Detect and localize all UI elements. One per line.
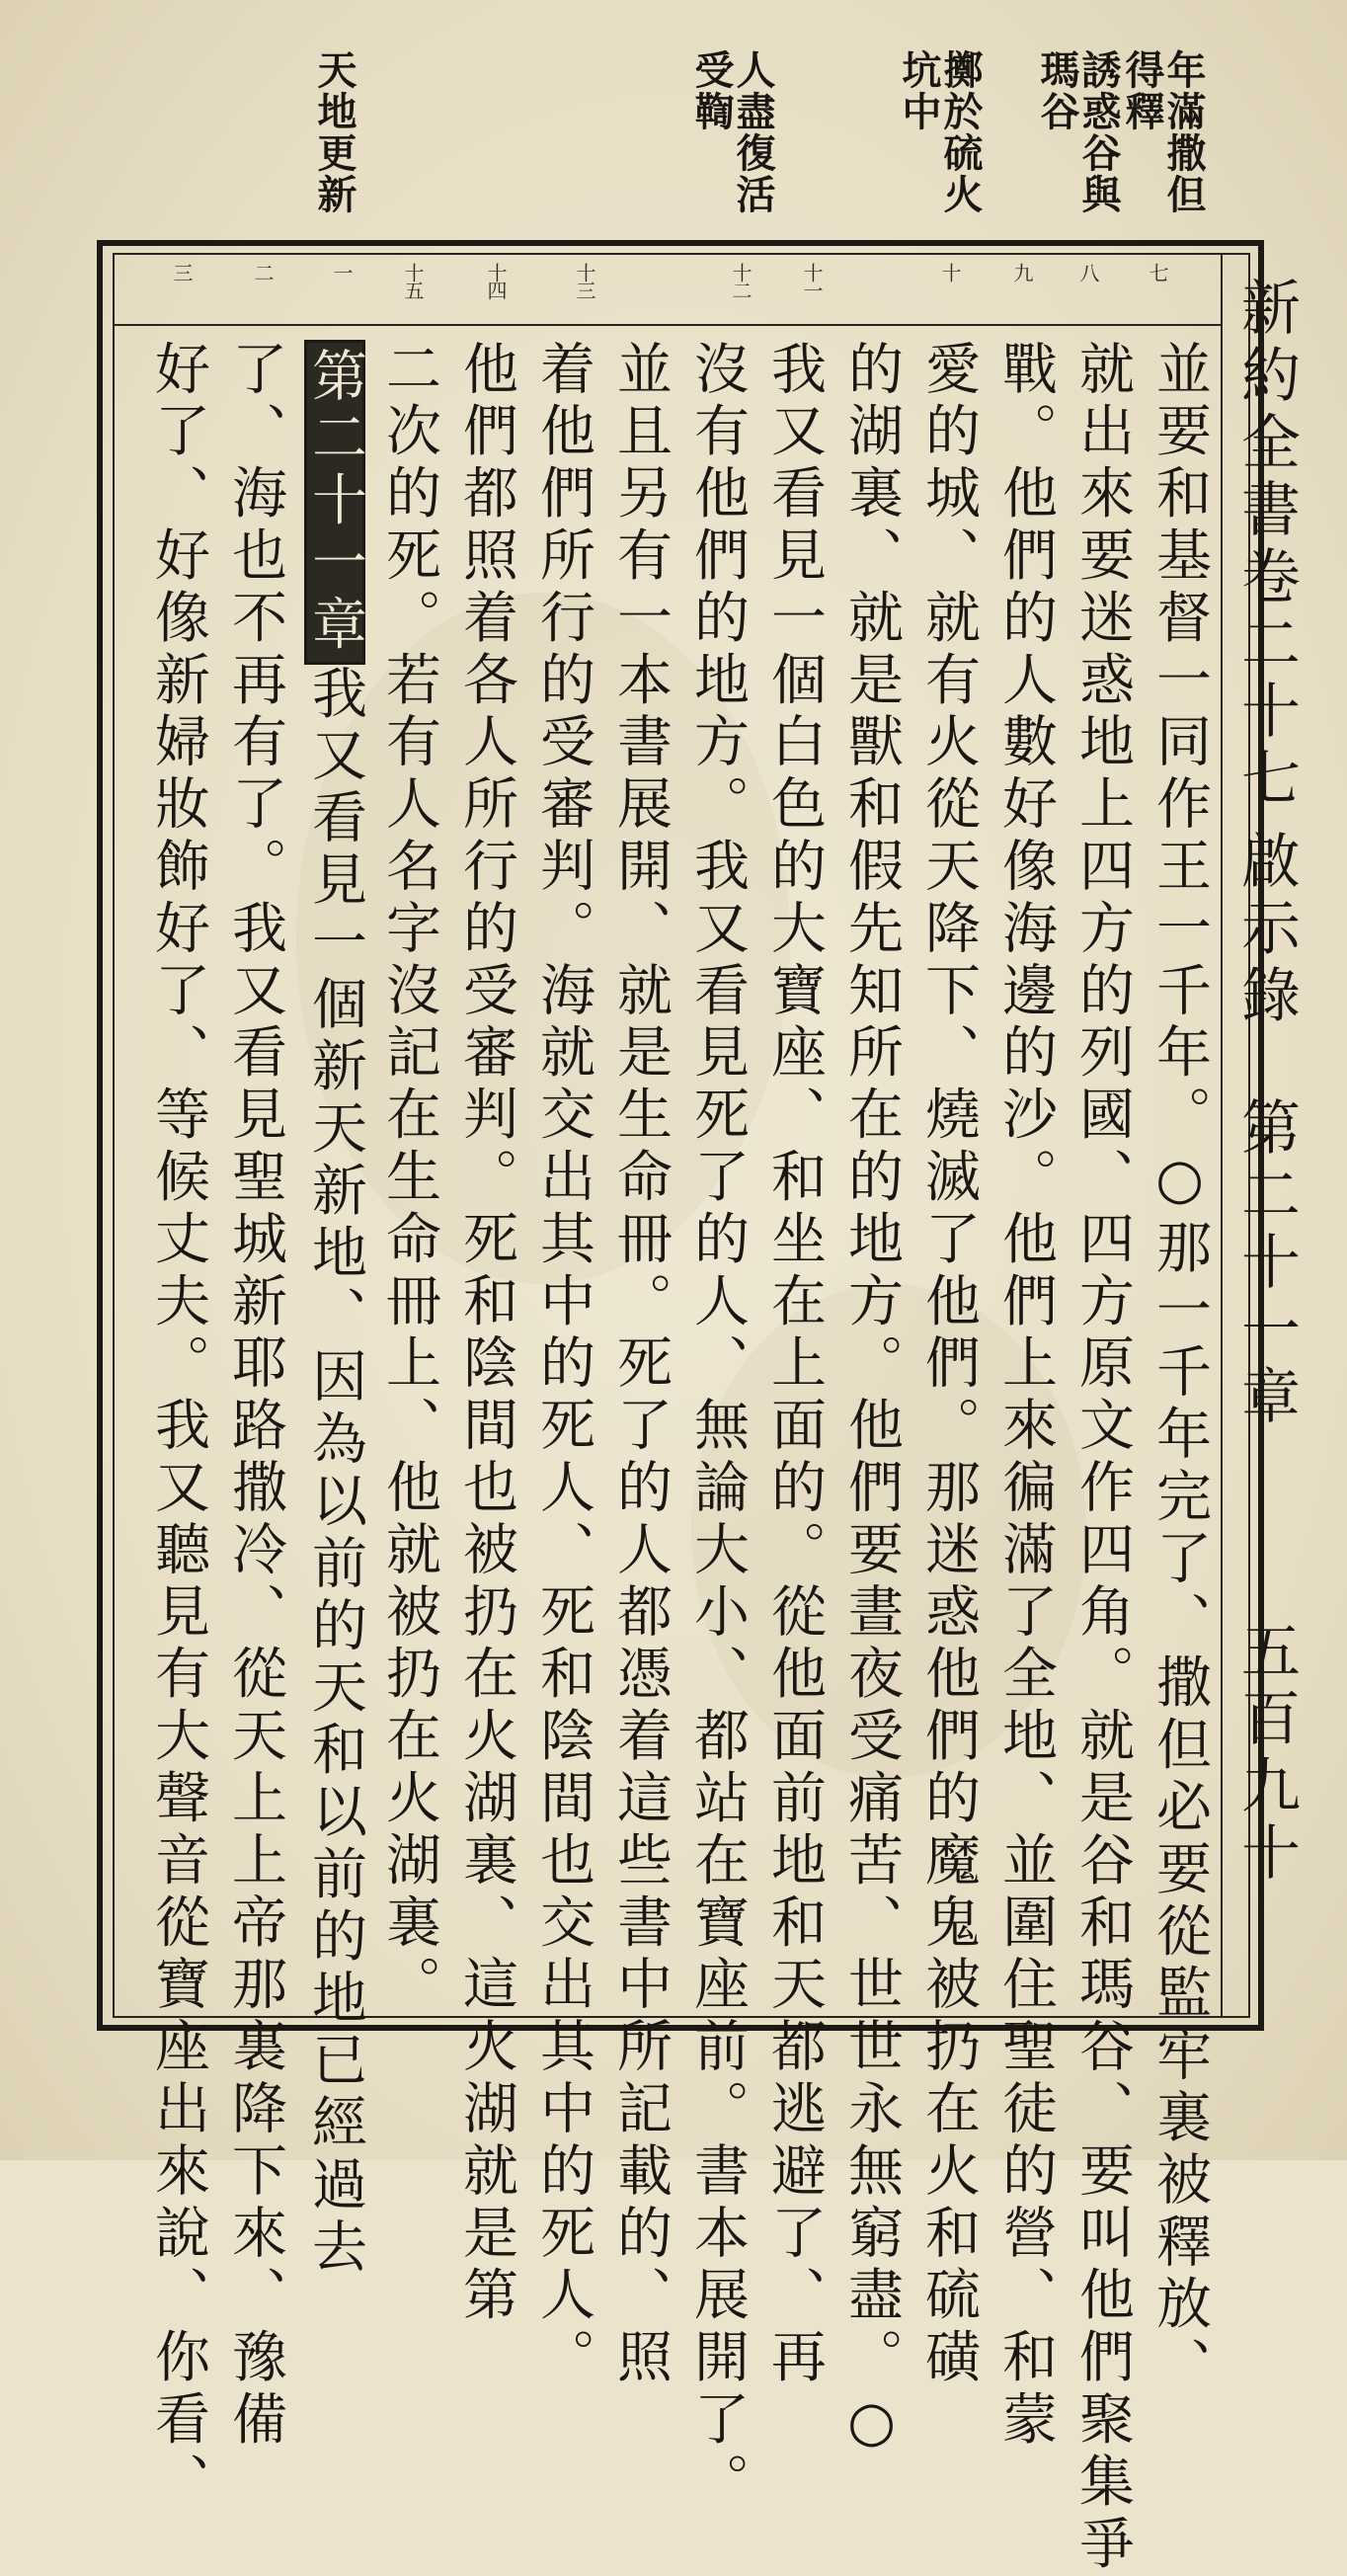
text-column: 了、海也不再有了。我又看見聖城新耶路撒冷、從天上上帝那裏降下來、豫備 — [223, 340, 287, 2453]
book-title: 新約全書卷二十七 — [1231, 277, 1301, 814]
verse-number: 九 — [1010, 263, 1034, 281]
gloss-line: 得釋 — [1119, 49, 1165, 132]
text-column: 好了、好像新婦妝飾好了、等候丈夫。我又聽見有大聲音從寶座出來說、你看、 — [146, 340, 210, 2515]
page-number: 五百九十 — [1231, 1620, 1301, 1889]
gloss-line: 人盡復活 — [730, 49, 776, 215]
verse-number: 十五 — [401, 263, 425, 298]
text-column: 沒有他們的地方。我又看見死了的人、無論大小、都站在寶座前。書本展開了。 — [685, 340, 750, 2515]
text-column: 着他們所行的受審判。海就交出其中的死人、死和陰間也交出其中的死人。 — [531, 340, 595, 2390]
text-column: 並且另有一本書展開、就是生命冊。死了的人都憑着這些書中所記載的、照 — [608, 340, 673, 2390]
gloss-line: 天地更新 — [311, 49, 357, 215]
verse-number: 十四 — [484, 263, 508, 298]
chapter-heading: 第二十一章 — [304, 340, 365, 665]
text-column-chapter-start — [304, 340, 365, 2280]
text-column: 並要和基督一同作王一千年。○那一千年完了、撒但必要從監牢裏被釋放、 — [1148, 340, 1212, 2399]
verse-number: 七 — [1146, 263, 1169, 281]
verse-number: 十二 — [729, 263, 753, 298]
verse-number: 二 — [251, 263, 275, 281]
text-column: 二次的死。若有人名字沒記在生命冊上、他就被扔在火湖裏。 — [377, 340, 441, 2018]
gloss-line: 受鞫 — [688, 49, 735, 132]
text-column: 的湖裏、就是獸和假先知所在的地方。他們要晝夜受痛苦、世世永無窮盡。○ — [839, 340, 904, 2461]
text-column: 他們都照着各人所行的受審判。死和陰間也被扔在火湖裏、這火湖就是第 — [454, 340, 518, 2328]
verse-number: 十 — [938, 263, 962, 281]
title-panel-divider — [1221, 253, 1223, 2018]
gloss-line: 坑中 — [896, 49, 942, 132]
gloss-line: 年滿撒但 — [1160, 49, 1207, 215]
gloss-line: 擲於硫火 — [937, 49, 984, 215]
gloss-line: 瑪谷 — [1034, 49, 1080, 132]
chapter-first-line: 我又看見一個新天新地、因為以前的天和以前的地已經過去 — [303, 664, 367, 2280]
verse-number: 八 — [1076, 263, 1100, 281]
verse-number: 三 — [170, 263, 194, 281]
verse-number: 一 — [330, 263, 354, 281]
text-column: 我又看見一個白色的大寶座、和坐在上面的。從他面前地和天都逃避了、再 — [762, 340, 827, 2390]
chapter-label: 第二十一章 — [1231, 1096, 1301, 1432]
verse-number: 十三 — [573, 263, 596, 298]
book-name: 啟示錄 — [1231, 830, 1301, 1031]
text-column: 愛的城、就有火從天降下、燒滅了他們。那迷惑他們的魔鬼被扔在火和硫磺 — [916, 340, 981, 2390]
text-column: 就出來要迷惑地上四方的列國、四方原文作四角。就是谷和瑪谷、要叫他們聚集爭 — [1070, 340, 1135, 2576]
text-column: 戰。他們的人數好像海邊的沙。他們上來徧滿了全地、並圍住聖徒的營、和蒙 — [993, 340, 1058, 2453]
verse-number: 十一 — [800, 263, 824, 298]
gloss-line: 誘惑谷與 — [1075, 49, 1122, 215]
verse-header-divider — [113, 324, 1221, 326]
